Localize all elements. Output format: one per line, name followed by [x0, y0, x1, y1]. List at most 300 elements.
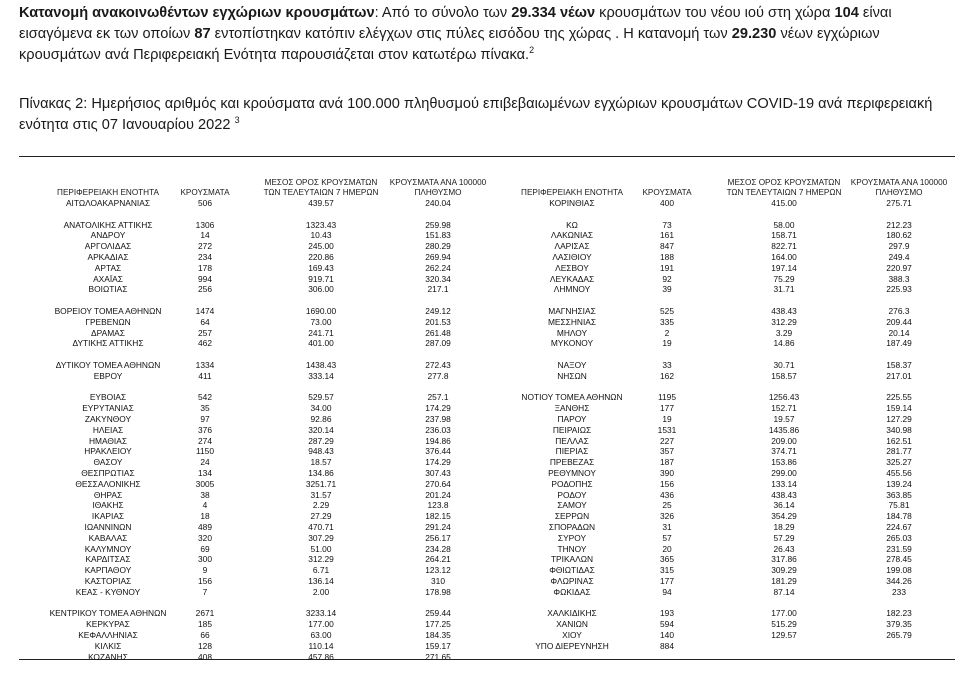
region-name: ΦΛΩΡΙΝΑΣ — [550, 576, 594, 586]
cases-value: 134 — [198, 468, 212, 478]
per100k-value: 281.77 — [886, 446, 912, 457]
per100k-value: 262.24 — [425, 262, 451, 273]
cases-value: 400 — [660, 198, 674, 208]
avg7-value: 10.43 — [310, 230, 332, 241]
cases-value: 489 — [198, 522, 212, 532]
per100k-value: 182.23 — [886, 608, 912, 619]
region-name: ΑΧΑΪΑΣ — [93, 273, 123, 284]
per100k-value: 184.78 — [886, 511, 912, 522]
region-name: ΦΘΙΩΤΙΔΑΣ — [549, 565, 595, 576]
avg7-value: 307.29 — [308, 532, 334, 543]
per100k-value: 344.26 — [886, 576, 912, 586]
table-caption: Πίνακας 2: Ημερήσιος αριθμός και κρούσματα ανά 100.000 πληθυσμού επιβεβαιωμένων εγχώριων κρουσμάτων COVID-19 ανά περιφερειακή ενότητα στις 07 Ιανουαρίου 2022 $^3$ — [19, 96, 933, 133]
per100k-value: 187.49 — [886, 338, 912, 349]
per100k-value: 269.94 — [425, 252, 451, 262]
per100k-value: 272.43 — [425, 360, 451, 370]
avg7-value: 948.43 — [308, 446, 334, 457]
avg7-value: 87.14 — [773, 586, 795, 597]
per100k-value: 184.35 — [425, 630, 451, 640]
per100k-value: 278.45 — [886, 554, 912, 565]
per100k-value: 159.17 — [425, 640, 451, 651]
header-cases-right: ΚΡΟΥΣΜΑΤΑ — [642, 188, 692, 197]
region-name: ΛΕΥΚΑΔΑΣ — [549, 273, 595, 284]
cases-value: 9 — [202, 565, 208, 576]
avg7-value: 26.43 — [773, 543, 795, 554]
region-name: ΣΑΜΟΥ — [557, 500, 587, 511]
per100k-value: 224.67 — [886, 522, 912, 532]
cases-value: 187 — [660, 457, 674, 468]
region-name: ΗΡΑΚΛΕΙΟΥ — [84, 446, 132, 457]
footnote-ref: 2 — [529, 45, 535, 55]
avg7-value: 2.00 — [312, 586, 330, 597]
per100k-value: 75.81 — [888, 500, 910, 511]
region-name: ΕΒΡΟΥ — [93, 370, 123, 381]
avg7-value: 177.00 — [771, 608, 797, 619]
region-name: ΦΩΚΙΔΑΣ — [553, 586, 591, 597]
avg7-value: 822.71 — [771, 241, 797, 252]
region-name: ΘΑΣΟΥ — [93, 457, 123, 468]
cases-value: 357 — [660, 446, 674, 457]
avg7-value: 415.00 — [771, 198, 797, 208]
per100k-value: 388.3 — [888, 273, 910, 284]
avg7-value: 51.00 — [310, 543, 332, 554]
region-name: ΑΙΤΩΛΟΑΚΑΡΝΑΝΙΑΣ — [65, 198, 151, 208]
per100k-value: 139.24 — [886, 478, 912, 489]
intro-lead-heading: Κατανομή ανακοινωθέντων εγχώριων κρουσμάτων — [19, 5, 375, 21]
header-unit-right: ΠΕΡΙΦΕΡΕΙΑΚΗ ΕΝΟΤΗΤΑ — [521, 188, 623, 197]
region-name: ΚΑΣΤΟΡΙΑΣ — [84, 576, 132, 586]
avg7-value: 110.14 — [308, 640, 334, 651]
cases-value: 315 — [660, 565, 674, 576]
region-name: ΛΑΚΩΝΙΑΣ — [550, 230, 594, 241]
avg7-value: 177.00 — [308, 619, 334, 630]
cases-value: 57 — [662, 532, 672, 543]
avg7-value: 92.86 — [310, 414, 332, 424]
avg7-value: 57.29 — [773, 532, 795, 543]
avg7-value: 164.00 — [771, 252, 797, 262]
per100k-value: 291.24 — [425, 522, 451, 532]
avg7-value: 31.57 — [310, 489, 332, 500]
per100k-value: 178.98 — [425, 586, 451, 597]
per100k-value: 259.98 — [425, 219, 451, 230]
cases-value: 19 — [662, 414, 672, 424]
cases-value: 33 — [662, 360, 672, 370]
avg7-value: 312.29 — [771, 316, 797, 327]
avg7-value: 438.43 — [771, 306, 797, 316]
region-name: ΒΟΡΕΙΟΥ ΤΟΜΕΑ ΑΘΗΝΩΝ — [54, 306, 162, 316]
per100k-value: 310 — [431, 576, 445, 586]
cases-value: 4 — [202, 500, 208, 511]
per100k-value: 201.53 — [425, 316, 451, 327]
per100k-value: 220.97 — [886, 262, 912, 273]
avg7-value: 529.57 — [308, 392, 334, 403]
table-top-rule — [19, 156, 955, 157]
avg7-value: 18.57 — [310, 457, 332, 468]
avg7-value: 129.57 — [771, 630, 797, 640]
cases-value: 2 — [664, 327, 670, 338]
cases-value: 2671 — [195, 608, 215, 619]
per100k-value: 194.86 — [425, 435, 451, 446]
region-name: ΠΑΡΟΥ — [557, 414, 587, 424]
per100k-value: 277.8 — [427, 370, 449, 381]
per100k-value: 455.56 — [886, 468, 912, 478]
avg7-value: 374.71 — [771, 446, 797, 457]
per100k-value: 182.15 — [425, 511, 451, 522]
cases-value: 436 — [660, 489, 674, 500]
cases-value: 178 — [198, 262, 212, 273]
per100k-value: 376.44 — [425, 446, 451, 457]
avg7-value: 287.29 — [308, 435, 334, 446]
avg7-value: 19.57 — [773, 414, 795, 424]
per100k-value: 217.01 — [886, 370, 912, 381]
cases-value: 335 — [660, 316, 674, 327]
per100k-value: 276.3 — [888, 306, 910, 316]
per100k-value: 237.98 — [425, 414, 451, 424]
per100k-value: 20.14 — [888, 327, 910, 338]
per100k-value: 234.28 — [425, 543, 451, 554]
region-name: ΚΑΡΔΙΤΣΑΣ — [85, 554, 131, 565]
region-name: ΚΕΑΣ - ΚΥΘΝΟΥ — [75, 586, 141, 597]
per100k-value: 264.21 — [425, 554, 451, 565]
region-name: ΛΑΡΙΣΑΣ — [554, 241, 590, 252]
avg7-value: 153.86 — [771, 457, 797, 468]
avg7-value: 2.29 — [312, 500, 330, 511]
cases-value: 390 — [660, 468, 674, 478]
cases-value: 162 — [660, 370, 674, 381]
cases-value: 272 — [198, 241, 212, 252]
region-name: ΖΑΚΥΝΘΟΥ — [84, 414, 132, 424]
region-name: ΔΥΤΙΚΟΥ ΤΟΜΕΑ ΑΘΗΝΩΝ — [55, 360, 161, 370]
cases-value: 20 — [662, 543, 672, 554]
header-avg-left: ΜΕΣΟΣ ΟΡΟΣ ΚΡΟΥΣΜΑΤΩΝ ΤΩΝ ΤΕΛΕΥΤΑΙΩΝ 7 ΗΜΕΡΩΝ — [263, 178, 379, 197]
cases-value: 156 — [660, 478, 674, 489]
avg7-value: 34.00 — [310, 403, 332, 414]
avg7-value: 438.43 — [771, 489, 797, 500]
region-name: ΙΚΑΡΙΑΣ — [91, 511, 125, 522]
region-name: ΣΠΟΡΑΔΩΝ — [548, 522, 596, 532]
cases-value: 19 — [662, 338, 672, 349]
region-name: ΘΕΣΠΡΩΤΙΑΣ — [81, 468, 135, 478]
cases-value: 884 — [660, 640, 674, 651]
per100k-value: 225.93 — [886, 284, 912, 295]
region-name: ΝΗΣΩΝ — [557, 370, 587, 381]
cases-value: 31 — [662, 522, 672, 532]
cases-value: 97 — [200, 414, 210, 424]
header-avg-right: ΜΕΣΟΣ ΟΡΟΣ ΚΡΟΥΣΜΑΤΩΝ ΤΩΝ ΤΕΛΕΥΤΑΙΩΝ 7 ΗΜΕΡΩΝ — [726, 178, 842, 197]
avg7-value: 73.00 — [310, 316, 332, 327]
per100k-value: 271.65 — [425, 651, 451, 662]
per100k-value: 177.25 — [425, 619, 451, 630]
avg7-value: 181.29 — [771, 576, 797, 586]
region-name: ΑΡΤΑΣ — [94, 262, 122, 273]
region-name: ΔΡΑΜΑΣ — [91, 327, 125, 338]
region-name: ΛΑΣΙΘΙΟΥ — [552, 252, 592, 262]
per100k-value: 261.48 — [425, 327, 451, 338]
per100k-value: 225.55 — [886, 392, 912, 403]
region-name: ΛΕΣΒΟΥ — [555, 262, 589, 273]
avg7-value: 209.00 — [771, 435, 797, 446]
region-name: ΠΕΙΡΑΙΩΣ — [552, 424, 592, 435]
avg7-value: 317.86 — [771, 554, 797, 565]
avg7-value: 75.29 — [773, 273, 795, 284]
region-name: ΔΥΤΙΚΗΣ ΑΤΤΙΚΗΣ — [72, 338, 144, 349]
region-name: ΠΕΛΛΑΣ — [555, 435, 589, 446]
region-name: ΧΑΝΙΩΝ — [556, 619, 588, 630]
per100k-value: 127.29 — [886, 414, 912, 424]
cases-value: 365 — [660, 554, 674, 565]
region-name: ΚΕΦΑΛΛΗΝΙΑΣ — [78, 630, 138, 640]
per100k-value: 180.62 — [886, 230, 912, 241]
region-name: ΤΗΝΟΥ — [557, 543, 587, 554]
region-name: ΑΡΓΟΛΙΔΑΣ — [84, 241, 132, 252]
cases-value: 234 — [198, 252, 212, 262]
avg7-value: 354.29 — [771, 511, 797, 522]
cases-value: 1474 — [195, 306, 215, 316]
per100k-value: 379.35 — [886, 619, 912, 630]
avg7-value: 333.14 — [308, 370, 334, 381]
per100k-value: 275.71 — [886, 198, 912, 208]
avg7-value: 470.71 — [308, 522, 334, 532]
region-name: ΚΟΖΑΝΗΣ — [88, 651, 128, 662]
region-name: ΜΥΚΟΝΟΥ — [550, 338, 594, 349]
cases-value: 156 — [198, 576, 212, 586]
per100k-value: 123.8 — [427, 500, 449, 511]
cases-value: 462 — [198, 338, 212, 349]
avg7-value: 134.86 — [308, 468, 334, 478]
per100k-value: 174.29 — [425, 403, 451, 414]
cases-value: 227 — [660, 435, 674, 446]
avg7-value: 1435.86 — [768, 424, 800, 435]
avg7-value: 136.14 — [308, 576, 334, 586]
cases-value: 193 — [660, 608, 674, 619]
cases-value: 38 — [200, 489, 210, 500]
avg7-value: 919.71 — [308, 273, 334, 284]
per100k-value: 217.1 — [427, 284, 449, 295]
avg7-value: 18.29 — [773, 522, 795, 532]
region-name: ΕΥΒΟΙΑΣ — [89, 392, 127, 403]
cases-value: 3005 — [195, 478, 215, 489]
region-name: ΠΙΕΡΙΑΣ — [555, 446, 589, 457]
avg7-value: 312.29 — [308, 554, 334, 565]
region-name: ΝΑΞΟΥ — [557, 360, 587, 370]
region-name: ΘΗΡΑΣ — [93, 489, 123, 500]
cases-value: 376 — [198, 424, 212, 435]
region-name: ΣΕΡΡΩΝ — [554, 511, 590, 522]
cases-value: 25 — [662, 500, 672, 511]
avg7-value: 515.29 — [771, 619, 797, 630]
region-name: ΑΝΔΡΟΥ — [90, 230, 126, 241]
region-name: ΚΕΝΤΡΙΚΟΥ ΤΟΜΕΑ ΑΘΗΝΩΝ — [49, 608, 167, 619]
cases-value: 542 — [198, 392, 212, 403]
region-name: ΜΑΓΝΗΣΙΑΣ — [548, 306, 596, 316]
region-name: ΜΗΛΟΥ — [556, 327, 588, 338]
region-name: ΚΑΛΥΜΝΟΥ — [84, 543, 132, 554]
table-bottom-rule — [19, 659, 955, 660]
per100k-value: 257.1 — [427, 392, 449, 403]
cases-value: 594 — [660, 619, 674, 630]
region-name: ΒΟΙΩΤΙΑΣ — [88, 284, 128, 295]
avg7-value: 3.29 — [775, 327, 793, 338]
intro-paragraph: Κατανομή ανακοινωθέντων εγχώριων κρουσμάτων: Από το σύνολο των 29.334 νέων κρουσμάτων του νέου ιού στη χώρα 104 είναι εισαγόμενα εκ των οποίων 87 εντοπίστηκαν κατόπιν ελέγχων στις πύλες εισόδου της χώρας . Η κατανομή των 29.230 νέων εγχώριων κρουσμάτων ανά Περιφερειακή Ενότητα παρουσιάζεται στον κατωτέρω πίνακα.$^2$ — [19, 5, 892, 63]
avg7-value: 320.14 — [308, 424, 334, 435]
region-name: ΚΕΡΚΥΡΑΣ — [86, 619, 130, 630]
cases-value: 300 — [198, 554, 212, 565]
cases-value: 18 — [200, 511, 210, 522]
region-name: ΗΜΑΘΙΑΣ — [88, 435, 128, 446]
avg7-value: 197.14 — [771, 262, 797, 273]
per100k-value: 236.03 — [425, 424, 451, 435]
per100k-value: 123.12 — [425, 565, 451, 576]
avg7-value: 6.71 — [312, 565, 330, 576]
region-name: ΧΙΟΥ — [562, 630, 582, 640]
avg7-value: 457.86 — [308, 651, 334, 662]
cases-value: 140 — [660, 630, 674, 640]
per100k-value: 231.59 — [886, 543, 912, 554]
region-name: ΚΙΛΚΙΣ — [94, 640, 122, 651]
region-name: ΥΠΟ ΔΙΕΡΕΥΝΗΣΗ — [535, 640, 609, 651]
avg7-value: 152.71 — [771, 403, 797, 414]
avg7-value: 1256.43 — [768, 392, 800, 403]
cases-value: 274 — [198, 435, 212, 446]
header-per100k-right: ΚΡΟΥΣΜΑΤΑ ΑΝΑ 100000 ΠΛΗΘΥΣΜΟ — [850, 178, 948, 197]
header-per100k-left: ΚΡΟΥΣΜΑΤΑ ΑΝΑ 100000 ΠΛΗΘΥΣΜΟ — [389, 178, 487, 197]
avg7-value: 58.00 — [773, 219, 795, 230]
per100k-value: 240.04 — [425, 198, 451, 208]
region-name: ΧΑΛΚΙΔΙΚΗΣ — [547, 608, 597, 619]
footnote-ref: 3 — [234, 115, 240, 125]
avg7-value: 241.71 — [308, 327, 334, 338]
region-name: ΡΕΘΥΜΝΟΥ — [548, 468, 596, 478]
cases-value: 1531 — [657, 424, 677, 435]
cases-value: 177 — [660, 403, 674, 414]
cases-value: 128 — [198, 640, 212, 651]
cases-value: 525 — [660, 306, 674, 316]
avg7-value: 158.71 — [771, 230, 797, 241]
per100k-value: 162.51 — [886, 435, 912, 446]
region-name: ΝΟΤΙΟΥ ΤΟΜΕΑ ΑΘΗΝΩΝ — [521, 392, 623, 403]
cases-value: 1150 — [195, 446, 214, 457]
region-name: ΛΗΜΝΟΥ — [553, 284, 591, 295]
cases-value: 64 — [200, 316, 210, 327]
cases-value: 185 — [198, 619, 212, 630]
cases-value: 14 — [200, 230, 210, 241]
per100k-value: 233 — [892, 586, 906, 597]
avg7-value: 1690.00 — [305, 306, 337, 316]
region-name: ΓΡΕΒΕΝΩΝ — [85, 316, 131, 327]
avg7-value: 299.00 — [771, 468, 797, 478]
per100k-value: 158.37 — [886, 360, 912, 370]
region-name: ΑΡΚΑΔΙΑΣ — [87, 252, 129, 262]
avg7-value: 169.43 — [308, 262, 334, 273]
header-unit-left: ΠΕΡΙΦΕΡΕΙΑΚΗ ΕΝΟΤΗΤΑ — [57, 188, 159, 197]
avg7-value: 245.00 — [308, 241, 334, 252]
per100k-value: 307.43 — [425, 468, 451, 478]
avg7-value: 36.14 — [773, 500, 795, 511]
per100k-value: 325.27 — [886, 457, 912, 468]
avg7-value: 439.57 — [308, 198, 334, 208]
region-name: ΚΑΒΑΛΑΣ — [88, 532, 128, 543]
cases-value: 177 — [660, 576, 674, 586]
cases-value: 506 — [198, 198, 212, 208]
avg7-value: 401.00 — [308, 338, 334, 349]
region-name: ΤΡΙΚΑΛΩΝ — [550, 554, 594, 565]
per100k-value: 159.14 — [886, 403, 912, 414]
per100k-value: 209.44 — [886, 316, 912, 327]
per100k-value: 212.23 — [886, 219, 912, 230]
avg7-value: 14.86 — [773, 338, 795, 349]
cases-value: 326 — [660, 511, 674, 522]
cases-value: 1195 — [657, 392, 676, 403]
cases-value: 35 — [200, 403, 210, 414]
avg7-value: 309.29 — [771, 565, 797, 576]
per100k-value: 201.24 — [425, 489, 451, 500]
cases-value: 73 — [662, 219, 672, 230]
region-name: ΡΟΔΟΠΗΣ — [551, 478, 593, 489]
region-name: ΕΥΡΥΤΑΝΙΑΣ — [82, 403, 134, 414]
region-name: ΚΑΡΠΑΘΟΥ — [84, 565, 132, 576]
cases-value: 408 — [198, 651, 212, 662]
avg7-value: 158.57 — [771, 370, 797, 381]
avg7-value: 306.00 — [308, 284, 334, 295]
cases-value: 66 — [200, 630, 210, 640]
cases-value: 411 — [198, 370, 212, 381]
avg7-value: 1323.43 — [305, 219, 337, 230]
per100k-value: 297.9 — [888, 241, 910, 252]
per100k-value: 259.44 — [425, 608, 451, 619]
region-name: ΠΡΕΒΕΖΑΣ — [549, 457, 595, 468]
avg7-value: 63.00 — [310, 630, 332, 640]
region-name: ΙΩΑΝΝΙΝΩΝ — [84, 522, 132, 532]
region-name: ΜΕΣΣΗΝΙΑΣ — [547, 316, 597, 327]
per100k-value: 174.29 — [425, 457, 451, 468]
cases-value: 188 — [660, 252, 674, 262]
cases-value: 1306 — [195, 219, 215, 230]
per100k-value: 249.12 — [425, 306, 451, 316]
cases-value: 69 — [200, 543, 210, 554]
avg7-value: 27.29 — [310, 511, 332, 522]
cases-value: 39 — [662, 284, 672, 295]
header-cases-left: ΚΡΟΥΣΜΑΤΑ — [180, 188, 230, 197]
region-name: ΗΛΕΙΑΣ — [92, 424, 124, 435]
cases-value: 994 — [198, 273, 212, 284]
per100k-value: 287.09 — [425, 338, 451, 349]
region-name: ΚΟΡΙΝΘΙΑΣ — [549, 198, 595, 208]
per100k-value: 265.79 — [886, 630, 912, 640]
cases-value: 94 — [662, 586, 672, 597]
cases-value: 320 — [198, 532, 212, 543]
per100k-value: 151.83 — [425, 230, 451, 241]
region-name: ΑΝΑΤΟΛΙΚΗΣ ΑΤΤΙΚΗΣ — [63, 219, 153, 230]
per100k-value: 199.08 — [886, 565, 912, 576]
avg7-value: 31.71 — [773, 284, 795, 295]
avg7-value: 30.71 — [773, 360, 795, 370]
cases-value: 92 — [662, 273, 672, 284]
per100k-value: 280.29 — [425, 241, 451, 252]
per100k-value: 270.64 — [425, 478, 451, 489]
cases-value: 257 — [198, 327, 212, 338]
avg7-value: 133.14 — [771, 478, 797, 489]
cases-value: 24 — [200, 457, 210, 468]
region-name: ΞΑΝΘΗΣ — [554, 403, 590, 414]
per100k-value: 363.85 — [886, 489, 912, 500]
per100k-value: 256.17 — [425, 532, 451, 543]
avg7-value: 1438.43 — [305, 360, 337, 370]
region-name: ΚΩ — [566, 219, 578, 230]
region-name: ΘΕΣΣΑΛΟΝΙΚΗΣ — [75, 478, 141, 489]
cases-value: 161 — [660, 230, 674, 241]
region-name: ΙΘΑΚΗΣ — [92, 500, 124, 511]
region-name: ΡΟΔΟΥ — [557, 489, 587, 500]
